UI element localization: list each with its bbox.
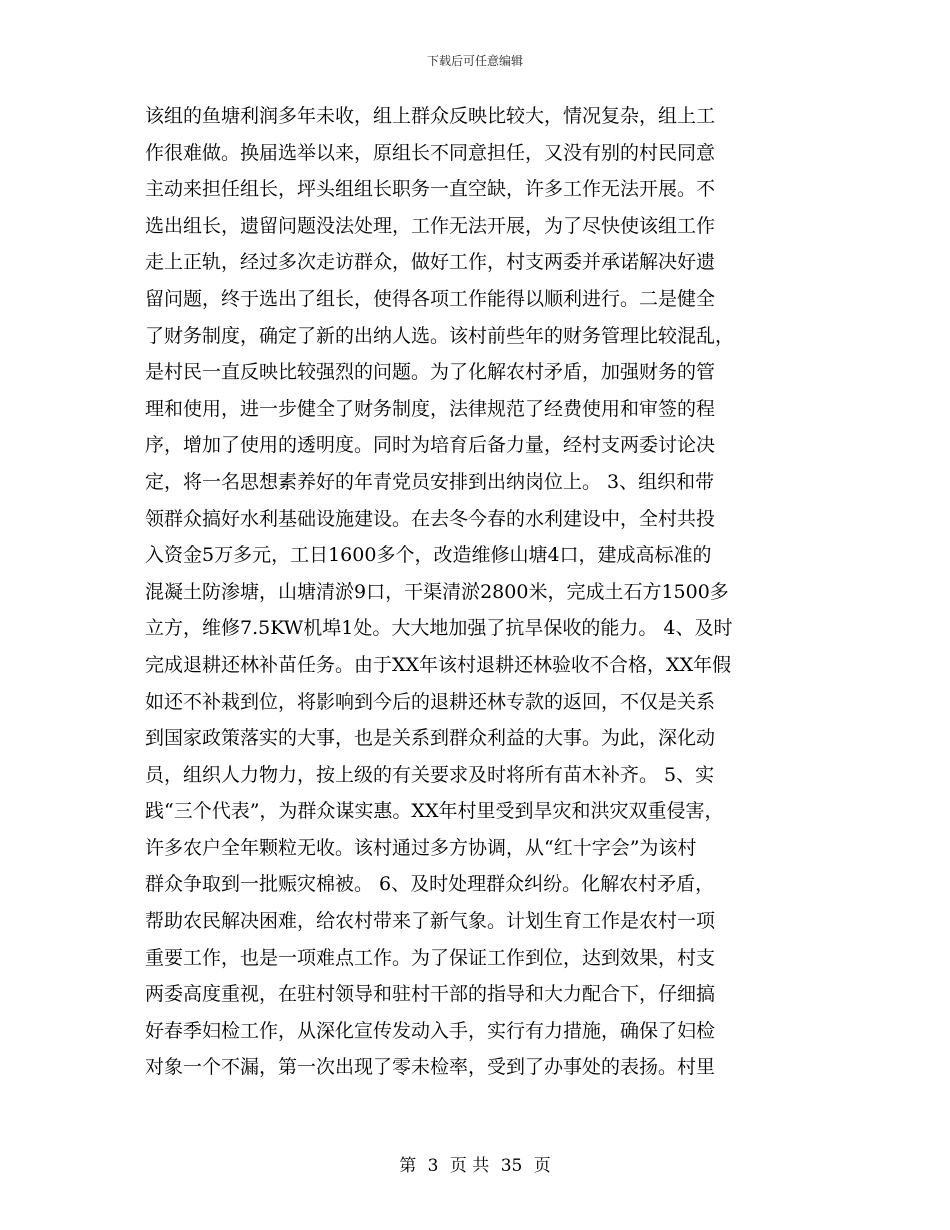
body-line: 主动来担任组长，坪头组组长职务一直空缺，许多工作无法开展。不 (145, 178, 716, 201)
body-line: 到国家政策落实的大事，也是关系到群众利益的大事。为此，深化动 (145, 727, 716, 750)
body-line: 许多农户全年颗粒无收。该村通过多方协调，从“红十字会”为该村 (145, 836, 697, 859)
body-line: 重要工作，也是一项难点工作。为了保证工作到位，达到效果，村支 (145, 946, 716, 969)
current-page-number: 3 (427, 1156, 439, 1176)
page-footer (0, 1151, 950, 1176)
body-line: 立方，维修7.5KW机埠1处。大大地加强了抗旱保收的能力。 4、及时 (145, 617, 733, 640)
footer-middle: 页 共 (449, 1156, 490, 1176)
body-line: 践“三个代表”，为群众谋实惠。XX年村里受到旱灾和洪灾双重侵害， (145, 800, 724, 823)
body-line: 入资金5万多元，工日1600多个，改造维修山塘4口，建成高标准的 (145, 544, 712, 567)
body-line: 定，将一名思想素养好的年青党员安排到出纳岗位上。 3、组织和带 (145, 470, 715, 493)
body-line: 两委高度重视，在驻村领导和驻村干部的指导和大力配合下，仔细搞 (145, 983, 716, 1006)
body-line: 留问题，终于选出了组长，使得各项工作能得以顺利进行。二是健全 (145, 287, 716, 310)
body-line: 选出组长，遗留问题没法处理，工作无法开展，为了尽快使该组工作 (145, 214, 716, 237)
body-line: 理和使用，进一步健全了财务制度，法律规范了经费使用和审签的程 (145, 397, 716, 420)
body-line: 是村民一直反映比较强烈的问题。为了化解农村矛盾，加强财务的管 (145, 361, 716, 384)
body-line: 该组的鱼塘利润多年未收，组上群众反映比较大，情况复杂，组上工 (145, 105, 716, 127)
body-line: 如还不补栽到位，将影响到今后的退耕还林专款的返回，不仅是关系 (145, 690, 716, 713)
document-body (145, 98, 815, 1086)
body-line: 群众争取到一批赈灾棉被。 6、及时处理群众纠纷。化解农村矛盾， (145, 873, 715, 896)
body-line: 作很难做。换届选举以来，原组长不同意担任，又没有别的村民同意 (145, 141, 716, 164)
body-line: 员，组织人力物力，按上级的有关要求及时将所有苗木补齐。 5、实 (145, 763, 715, 786)
body-line: 混凝土防渗塘，山塘清淤9口，干渠清淤2800米，完成土石方1500多 (145, 580, 729, 603)
total-page-count: 35 (500, 1156, 523, 1176)
body-line: 好春季妇检工作，从深化宣传发动入手，实行有力措施，确保了妇检 (145, 1019, 716, 1042)
footer-suffix: 页 (533, 1156, 551, 1176)
body-line: 帮助农民解决困难，给农村带来了新气象。计划生育工作是农村一项 (145, 910, 716, 933)
body-line: 序，增加了使用的透明度。同时为培育后备力量，经村支两委讨论决 (145, 434, 716, 457)
page-header: 下载后可任意编辑 (426, 54, 523, 68)
body-line: 走上正轨，经过多次走访群众，做好工作，村支两委并承诺解决好遗 (145, 251, 716, 274)
body-line: 了财务制度，确定了新的出纳人选。该村前些年的财务管理比较混乱， (145, 324, 735, 347)
body-line: 对象一个不漏，第一次出现了零未检率，受到了办事处的表扬。村里 (145, 1056, 716, 1079)
body-line: 完成退耕还林补苗任务。由于XX年该村退耕还林验收不合格，XX年假 (145, 653, 732, 676)
body-line: 领群众搞好水利基础设施建设。在去冬今春的水利建设中，全村共投 (145, 507, 716, 530)
footer-prefix: 第 (399, 1156, 417, 1176)
